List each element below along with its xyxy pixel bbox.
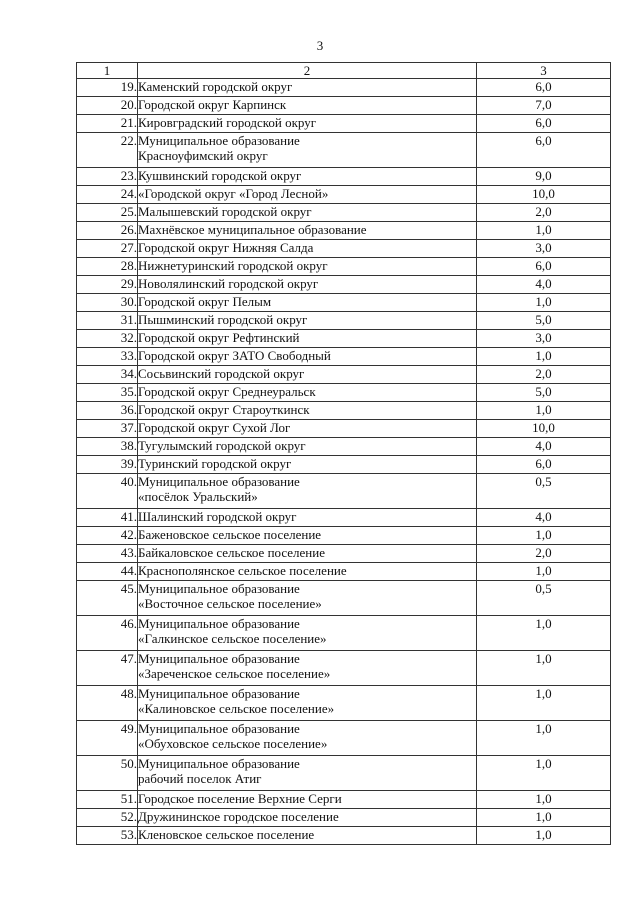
municipality-name: Городской округ ЗАТО Свободный <box>138 348 477 366</box>
municipality-name: Муниципальное образование «Обуховское сельское поселение» <box>138 721 477 756</box>
allocation-value: 4,0 <box>477 509 611 527</box>
row-number: 46. <box>77 616 138 651</box>
table-row <box>77 791 611 809</box>
table-row <box>77 330 611 348</box>
table-row <box>77 527 611 545</box>
row-number: 23. <box>77 168 138 186</box>
municipality-name: Муниципальное образование «Зареченское сельское поселение» <box>138 651 477 686</box>
table-row <box>77 438 611 456</box>
table-row <box>77 384 611 402</box>
table-body <box>77 79 611 845</box>
row-number: 31. <box>77 312 138 330</box>
allocation-value: 10,0 <box>477 186 611 204</box>
table-row <box>77 258 611 276</box>
allocation-value: 3,0 <box>477 330 611 348</box>
table-row <box>77 420 611 438</box>
allocation-value: 5,0 <box>477 384 611 402</box>
row-number: 30. <box>77 294 138 312</box>
allocation-value: 2,0 <box>477 204 611 222</box>
header-col-2: 2 <box>138 63 477 79</box>
allocation-value: 5,0 <box>477 312 611 330</box>
municipality-name: Муниципальное образование Красноуфимский округ <box>138 133 477 168</box>
allocation-value: 1,0 <box>477 563 611 581</box>
table-row <box>77 294 611 312</box>
municipality-name: Сосьвинский городской округ <box>138 366 477 384</box>
table-row <box>77 168 611 186</box>
municipality-name: Кировградский городской округ <box>138 115 477 133</box>
row-number: 51. <box>77 791 138 809</box>
table-row <box>77 756 611 791</box>
allocation-value: 1,0 <box>477 402 611 420</box>
table-row <box>77 79 611 97</box>
allocation-value: 1,0 <box>477 721 611 756</box>
allocation-value: 6,0 <box>477 79 611 97</box>
municipality-name: Городской округ Карпинск <box>138 97 477 115</box>
table-row <box>77 616 611 651</box>
allocation-value: 1,0 <box>477 791 611 809</box>
page-number: 3 <box>316 38 324 53</box>
row-number: 49. <box>77 721 138 756</box>
table-row <box>77 456 611 474</box>
row-number: 50. <box>77 756 138 791</box>
table-row <box>77 509 611 527</box>
row-number: 25. <box>77 204 138 222</box>
municipality-name: Городской округ Староуткинск <box>138 402 477 420</box>
row-number: 33. <box>77 348 138 366</box>
table-row <box>77 348 611 366</box>
municipality-name: Городской округ Пелым <box>138 294 477 312</box>
table-row <box>77 133 611 168</box>
allocation-value: 1,0 <box>477 222 611 240</box>
table-row <box>77 240 611 258</box>
municipality-name: Городское поселение Верхние Серги <box>138 791 477 809</box>
municipality-name: Муниципальное образование «Восточное сельское поселение» <box>138 581 477 616</box>
row-number: 36. <box>77 402 138 420</box>
row-number: 32. <box>77 330 138 348</box>
municipality-name: Новолялинский городской округ <box>138 276 477 294</box>
municipality-name: Кленовское сельское поселение <box>138 827 477 845</box>
row-number: 52. <box>77 809 138 827</box>
allocation-value: 1,0 <box>477 809 611 827</box>
table-row <box>77 686 611 721</box>
allocation-value: 6,0 <box>477 133 611 168</box>
header-col-3: 3 <box>477 63 611 79</box>
table-row <box>77 97 611 115</box>
row-number: 48. <box>77 686 138 721</box>
row-number: 41. <box>77 509 138 527</box>
allocation-value: 3,0 <box>477 240 611 258</box>
municipality-name: Нижнетуринский городской округ <box>138 258 477 276</box>
row-number: 19. <box>77 79 138 97</box>
allocation-value: 6,0 <box>477 258 611 276</box>
municipality-name: Баженовское сельское поселение <box>138 527 477 545</box>
municipality-name: Каменский городской округ <box>138 79 477 97</box>
municipality-name: Городской округ Сухой Лог <box>138 420 477 438</box>
row-number: 47. <box>77 651 138 686</box>
allocation-value: 6,0 <box>477 115 611 133</box>
row-number: 28. <box>77 258 138 276</box>
row-number: 40. <box>77 474 138 509</box>
municipality-name: Тугулымский городской округ <box>138 438 477 456</box>
table-row <box>77 402 611 420</box>
table-row <box>77 366 611 384</box>
allocation-value: 1,0 <box>477 527 611 545</box>
row-number: 45. <box>77 581 138 616</box>
allocation-value: 1,0 <box>477 348 611 366</box>
row-number: 44. <box>77 563 138 581</box>
allocation-value: 1,0 <box>477 827 611 845</box>
allocation-value: 2,0 <box>477 545 611 563</box>
allocation-value: 4,0 <box>477 438 611 456</box>
table-row <box>77 204 611 222</box>
allocation-value: 1,0 <box>477 756 611 791</box>
municipality-name: Городской округ Нижняя Салда <box>138 240 477 258</box>
row-number: 53. <box>77 827 138 845</box>
header-col-1: 1 <box>77 63 138 79</box>
allocation-value: 1,0 <box>477 651 611 686</box>
municipality-name: Городской округ Рефтинский <box>138 330 477 348</box>
table-row <box>77 186 611 204</box>
municipality-name: «Городской округ «Город Лесной» <box>138 186 477 204</box>
table-row <box>77 721 611 756</box>
municipality-name: Кушвинский городской округ <box>138 168 477 186</box>
row-number: 26. <box>77 222 138 240</box>
municipality-name: Муниципальное образование рабочий поселок Атиг <box>138 756 477 791</box>
table-header-row <box>77 63 611 79</box>
row-number: 39. <box>77 456 138 474</box>
row-number: 34. <box>77 366 138 384</box>
row-number: 35. <box>77 384 138 402</box>
row-number: 21. <box>77 115 138 133</box>
municipality-name: Махнёвское муниципальное образование <box>138 222 477 240</box>
table-row <box>77 651 611 686</box>
municipality-name: Дружининское городское поселение <box>138 809 477 827</box>
allocation-value: 6,0 <box>477 456 611 474</box>
allocation-value: 10,0 <box>477 420 611 438</box>
table-row <box>77 545 611 563</box>
row-number: 43. <box>77 545 138 563</box>
table-row <box>77 827 611 845</box>
table-row <box>77 312 611 330</box>
allocation-value: 4,0 <box>477 276 611 294</box>
allocation-value: 9,0 <box>477 168 611 186</box>
allocation-value: 1,0 <box>477 616 611 651</box>
municipality-name: Байкаловское сельское поселение <box>138 545 477 563</box>
row-number: 27. <box>77 240 138 258</box>
row-number: 22. <box>77 133 138 168</box>
municipality-name: Муниципальное образование «Галкинское сельское поселение» <box>138 616 477 651</box>
table-row <box>77 276 611 294</box>
municipality-name: Шалинский городской округ <box>138 509 477 527</box>
row-number: 38. <box>77 438 138 456</box>
row-number: 20. <box>77 97 138 115</box>
row-number: 29. <box>77 276 138 294</box>
row-number: 37. <box>77 420 138 438</box>
table-row <box>77 474 611 509</box>
allocation-value: 1,0 <box>477 294 611 312</box>
table-row <box>77 581 611 616</box>
allocation-value: 1,0 <box>477 686 611 721</box>
allocation-value: 7,0 <box>477 97 611 115</box>
municipality-name: Туринский городской округ <box>138 456 477 474</box>
allocation-value: 0,5 <box>477 474 611 509</box>
municipality-name: Городской округ Среднеуральск <box>138 384 477 402</box>
municipality-name: Муниципальное образование «посёлок Уральский» <box>138 474 477 509</box>
municipality-name: Краснополянское сельское поселение <box>138 563 477 581</box>
table-row <box>77 115 611 133</box>
municipality-name: Муниципальное образование «Калиновское сельское поселение» <box>138 686 477 721</box>
allocation-value: 0,5 <box>477 581 611 616</box>
allocation-table <box>76 62 611 845</box>
municipality-name: Пышминский городской округ <box>138 312 477 330</box>
table-row <box>77 222 611 240</box>
table-row <box>77 809 611 827</box>
row-number: 42. <box>77 527 138 545</box>
allocation-value: 2,0 <box>477 366 611 384</box>
municipality-name: Малышевский городской округ <box>138 204 477 222</box>
table-row <box>77 563 611 581</box>
row-number: 24. <box>77 186 138 204</box>
